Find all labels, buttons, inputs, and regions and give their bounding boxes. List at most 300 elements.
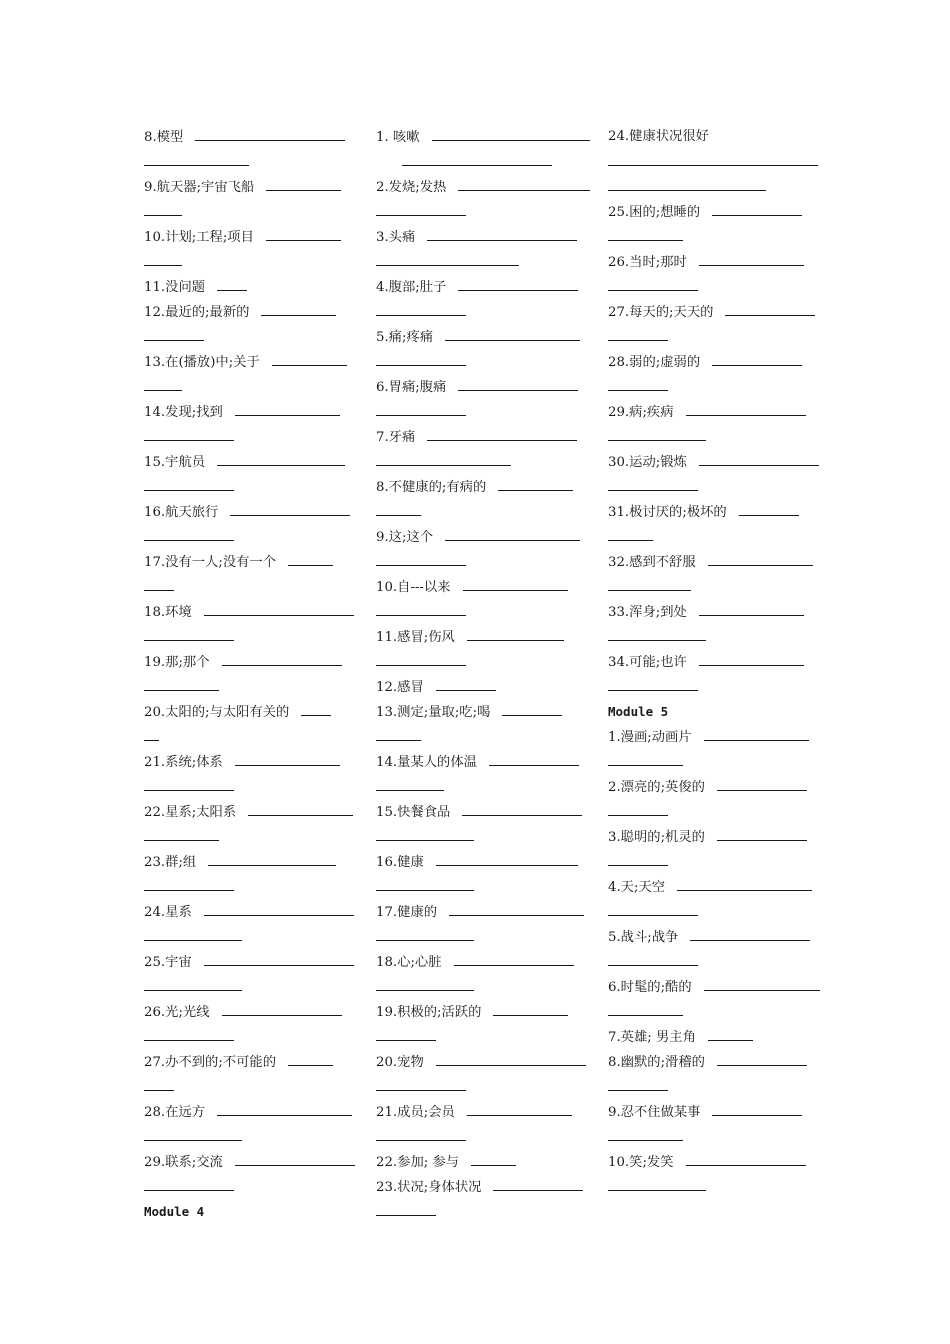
vocab-line	[608, 374, 820, 399]
vocab-line	[144, 849, 358, 874]
answer-blank[interactable]	[608, 474, 698, 491]
answer-blank[interactable]	[608, 799, 668, 816]
vocab-term: 14.量某人的体温	[376, 755, 477, 770]
answer-blank[interactable]	[608, 149, 818, 166]
answer-blank[interactable]	[489, 749, 579, 766]
answer-blank[interactable]	[462, 799, 582, 816]
answer-blank[interactable]	[608, 1124, 683, 1141]
answer-blank[interactable]	[144, 924, 242, 941]
vocab-line	[608, 1124, 820, 1149]
vocab-term: 12.最近的;最新的	[144, 305, 250, 320]
answer-blank[interactable]	[301, 699, 331, 716]
vocab-line	[144, 974, 358, 999]
answer-blank[interactable]	[144, 724, 159, 741]
answer-blank[interactable]	[217, 449, 345, 466]
vocab-term: 5.痛;疼痛	[376, 330, 434, 345]
vocab-line	[376, 749, 590, 774]
vocab-line	[144, 399, 358, 424]
vocab-term: 23.状况;身体状况	[376, 1180, 482, 1195]
vocab-line	[144, 1074, 358, 1099]
vocab-term: 21.系统;体系	[144, 755, 223, 770]
vocab-line	[608, 574, 820, 599]
answer-blank[interactable]	[498, 474, 573, 491]
vocab-line	[608, 1024, 820, 1049]
answer-blank[interactable]	[376, 1124, 466, 1141]
answer-blank[interactable]	[699, 649, 804, 666]
vocab-term: 18.心;心脏	[376, 955, 442, 970]
answer-blank[interactable]	[704, 724, 809, 741]
vocab-term: 29.联系;交流	[144, 1155, 223, 1170]
answer-blank[interactable]	[144, 249, 182, 266]
answer-blank[interactable]	[204, 899, 354, 916]
answer-blank[interactable]	[445, 324, 580, 341]
vocab-line	[144, 474, 358, 499]
vocab-line	[144, 199, 358, 224]
answer-blank[interactable]	[208, 849, 336, 866]
answer-blank[interactable]	[376, 1024, 436, 1041]
module-title: Module 4	[144, 1204, 205, 1219]
vocab-line	[144, 324, 358, 349]
answer-blank[interactable]	[144, 149, 249, 166]
vocab-term: 9.这;这个	[376, 530, 434, 545]
answer-blank[interactable]	[144, 574, 174, 591]
answer-blank[interactable]	[704, 974, 820, 991]
vocab-line	[376, 524, 590, 549]
vocab-line	[376, 799, 590, 824]
module-title: Module 5	[608, 704, 669, 719]
vocab-term: 26.光;光线	[144, 1005, 210, 1020]
answer-blank[interactable]	[608, 749, 683, 766]
answer-blank[interactable]	[144, 199, 182, 216]
vocab-line	[608, 299, 820, 324]
answer-blank[interactable]	[712, 199, 802, 216]
vocab-term: 19.那;那个	[144, 655, 210, 670]
vocab-line	[144, 274, 358, 299]
answer-blank[interactable]	[144, 1124, 242, 1141]
vocab-line	[376, 324, 590, 349]
vocab-line	[376, 149, 590, 174]
vocab-line	[144, 874, 358, 899]
answer-blank[interactable]	[376, 499, 421, 516]
answer-blank[interactable]	[712, 1099, 802, 1116]
vocab-line	[144, 149, 358, 174]
answer-blank[interactable]	[376, 724, 421, 741]
answer-blank[interactable]	[458, 374, 578, 391]
vocab-term: 20.宠物	[376, 1055, 424, 1070]
vocab-term: 33.浑身;到处	[608, 605, 687, 620]
vocab-term: 4.天;天空	[608, 880, 666, 895]
answer-blank[interactable]	[376, 824, 474, 841]
answer-blank[interactable]	[493, 999, 568, 1016]
vocab-term: 3.头痛	[376, 230, 416, 245]
answer-blank[interactable]	[376, 449, 511, 466]
vocab-line	[608, 799, 820, 824]
vocab-line	[144, 699, 358, 724]
answer-blank[interactable]	[376, 1074, 466, 1091]
answer-blank[interactable]	[608, 324, 668, 341]
vocab-term: 22.参加; 参与	[376, 1155, 460, 1170]
answer-blank[interactable]	[445, 524, 580, 541]
vocab-line	[376, 174, 590, 199]
answer-blank[interactable]	[272, 349, 347, 366]
vocab-term: 6.胃痛;腹痛	[376, 380, 447, 395]
answer-blank[interactable]	[217, 274, 247, 291]
answer-blank[interactable]	[376, 1199, 436, 1216]
answer-blank[interactable]	[376, 974, 474, 991]
answer-blank[interactable]	[248, 799, 353, 816]
answer-blank[interactable]	[717, 1049, 807, 1066]
answer-blank[interactable]	[471, 1149, 516, 1166]
vocab-term: 17.健康的	[376, 905, 438, 920]
answer-blank[interactable]	[376, 599, 466, 616]
vocab-line	[608, 674, 820, 699]
vocab-term: 10.计划;工程;项目	[144, 230, 254, 245]
vocab-term: 17.没有一人;没有一个	[144, 555, 277, 570]
vocab-line	[144, 599, 358, 624]
answer-blank[interactable]	[699, 249, 804, 266]
vocab-term: 26.当时;那时	[608, 255, 687, 270]
answer-blank[interactable]	[708, 549, 813, 566]
vocab-term: 21.成员;会员	[376, 1105, 455, 1120]
vocab-term: 24.星系	[144, 905, 192, 920]
answer-blank[interactable]	[502, 699, 562, 716]
answer-blank[interactable]	[708, 1024, 753, 1041]
vocab-line	[144, 1174, 358, 1199]
vocab-line	[376, 274, 590, 299]
answer-blank[interactable]	[230, 499, 350, 516]
vocab-line	[144, 949, 358, 974]
vocab-term: 4.腹部;肚子	[376, 280, 447, 295]
answer-blank[interactable]	[144, 424, 234, 441]
answer-blank[interactable]	[467, 624, 565, 641]
vocab-term: 15.快餐食品	[376, 805, 451, 820]
vocab-line	[144, 824, 358, 849]
answer-blank[interactable]	[144, 324, 204, 341]
answer-blank[interactable]	[266, 174, 341, 191]
vocab-term: 23.群;组	[144, 855, 197, 870]
answer-blank[interactable]	[235, 399, 340, 416]
answer-blank[interactable]	[376, 199, 466, 216]
vocab-line	[144, 624, 358, 649]
answer-blank[interactable]	[677, 874, 812, 891]
answer-blank[interactable]	[463, 574, 568, 591]
vocab-line	[376, 1024, 590, 1049]
vocab-line	[144, 1124, 358, 1149]
answer-blank[interactable]	[235, 1149, 355, 1166]
vocab-term: 9.航天器;宇宙飞船	[144, 180, 255, 195]
vocab-line	[144, 799, 358, 824]
vocab-line	[144, 649, 358, 674]
vocab-line	[376, 974, 590, 999]
answer-blank[interactable]	[454, 949, 574, 966]
vocab-line	[608, 1174, 820, 1199]
vocab-term: 22.星系;太阳系	[144, 805, 237, 820]
vocab-term: 24.健康状况很好	[608, 129, 709, 144]
vocab-term: 29.病;疾病	[608, 405, 674, 420]
vocab-term: 13.在(播放)中;关于	[144, 355, 260, 370]
answer-blank[interactable]	[436, 849, 579, 866]
vocab-line	[376, 1124, 590, 1149]
vocab-line	[608, 849, 820, 874]
vocab-term: 8.幽默的;滑稽的	[608, 1055, 705, 1070]
vocab-line	[376, 449, 590, 474]
answer-blank[interactable]	[717, 824, 807, 841]
vocab-line	[144, 999, 358, 1024]
vocab-line	[376, 1174, 590, 1199]
vocab-line	[144, 224, 358, 249]
answer-blank[interactable]	[288, 549, 333, 566]
vocab-line	[608, 499, 820, 524]
vocab-term: 14.发现;找到	[144, 405, 223, 420]
answer-blank[interactable]	[608, 674, 698, 691]
vocab-term: 28.在远方	[144, 1105, 206, 1120]
vocab-line	[608, 324, 820, 349]
vocab-term: 10.笑;发笑	[608, 1155, 674, 1170]
vocab-line	[144, 774, 358, 799]
vocab-line	[144, 899, 358, 924]
vocab-line	[376, 949, 590, 974]
vocab-term: 5.战斗;战争	[608, 930, 679, 945]
vocab-line	[608, 924, 820, 949]
answer-blank[interactable]	[376, 774, 444, 791]
vocab-line	[608, 874, 820, 899]
vocab-line	[376, 574, 590, 599]
vocab-term: 7.牙痛	[376, 430, 416, 445]
vocab-line	[376, 499, 590, 524]
vocab-line	[608, 474, 820, 499]
vocab-term: 11.感冒;伤风	[376, 630, 455, 645]
vocab-line	[376, 224, 590, 249]
answer-blank[interactable]	[712, 349, 802, 366]
vocab-term: 20.太阳的;与太阳有关的	[144, 705, 290, 720]
answer-blank[interactable]	[144, 774, 234, 791]
answer-blank[interactable]	[608, 949, 698, 966]
vocab-line	[376, 1099, 590, 1124]
vocab-line	[376, 599, 590, 624]
vocab-line	[144, 124, 358, 149]
answer-blank[interactable]	[261, 299, 336, 316]
answer-blank[interactable]	[376, 874, 474, 891]
answer-blank[interactable]	[699, 449, 819, 466]
answer-blank[interactable]	[376, 249, 519, 266]
vocab-line	[608, 999, 820, 1024]
vocab-line	[376, 424, 590, 449]
vocab-term: 11.没问题	[144, 280, 206, 295]
vocab-line	[144, 724, 358, 749]
column-right	[608, 124, 820, 1199]
answer-blank[interactable]	[144, 1074, 174, 1091]
vocab-line	[376, 874, 590, 899]
answer-blank[interactable]	[144, 674, 219, 691]
vocab-term: 27.每天的;天天的	[608, 305, 714, 320]
vocab-line	[376, 999, 590, 1024]
answer-blank[interactable]	[608, 1174, 706, 1191]
answer-blank[interactable]	[608, 224, 683, 241]
answer-blank[interactable]	[686, 399, 806, 416]
answer-blank[interactable]	[608, 424, 706, 441]
vocab-line	[608, 824, 820, 849]
answer-blank[interactable]	[608, 274, 698, 291]
answer-blank[interactable]	[376, 299, 466, 316]
vocab-line	[144, 574, 358, 599]
vocab-line	[608, 624, 820, 649]
vocab-line	[376, 899, 590, 924]
answer-blank[interactable]	[608, 524, 653, 541]
vocab-line	[376, 824, 590, 849]
answer-blank[interactable]	[144, 524, 234, 541]
answer-blank[interactable]	[376, 549, 466, 566]
vocab-term: 2.漂亮的;英俊的	[608, 780, 705, 795]
vocab-line	[144, 1024, 358, 1049]
module-heading	[144, 1199, 358, 1224]
answer-blank[interactable]	[739, 499, 799, 516]
vocab-line	[376, 849, 590, 874]
vocab-term: 30.运动;锻炼	[608, 455, 687, 470]
answer-blank[interactable]	[427, 224, 577, 241]
answer-blank[interactable]	[144, 1174, 234, 1191]
vocab-term: 34.可能;也许	[608, 655, 687, 670]
vocab-line	[608, 149, 820, 174]
vocab-term: 1.漫画;动画片	[608, 730, 692, 745]
vocab-line	[144, 1099, 358, 1124]
answer-blank[interactable]	[266, 224, 341, 241]
vocab-line	[608, 199, 820, 224]
answer-blank[interactable]	[144, 874, 234, 891]
answer-blank[interactable]	[686, 1149, 806, 1166]
vocab-line	[608, 899, 820, 924]
vocab-line	[376, 724, 590, 749]
vocab-term: 3.聪明的;机灵的	[608, 830, 705, 845]
vocab-term: 27.办不到的;不可能的	[144, 1055, 277, 1070]
vocab-line	[144, 174, 358, 199]
vocab-line	[144, 549, 358, 574]
answer-blank[interactable]	[699, 599, 804, 616]
vocab-line	[376, 199, 590, 224]
answer-blank[interactable]	[458, 174, 590, 191]
answer-blank[interactable]	[608, 174, 766, 191]
answer-blank[interactable]	[144, 1024, 234, 1041]
vocab-line	[144, 674, 358, 699]
vocab-line	[376, 549, 590, 574]
answer-blank[interactable]	[608, 624, 706, 641]
answer-blank[interactable]	[222, 649, 342, 666]
answer-blank[interactable]	[195, 124, 345, 141]
answer-blank[interactable]	[144, 624, 234, 641]
vocab-line	[376, 624, 590, 649]
column-left	[144, 124, 358, 1224]
answer-blank[interactable]	[427, 424, 577, 441]
vocab-line	[608, 749, 820, 774]
answer-blank[interactable]	[717, 774, 807, 791]
answer-blank[interactable]	[144, 974, 242, 991]
vocab-term: 9.忍不住做某事	[608, 1105, 701, 1120]
answer-blank[interactable]	[217, 1099, 352, 1116]
answer-blank[interactable]	[144, 824, 219, 841]
vocab-line	[608, 549, 820, 574]
vocab-line	[608, 724, 820, 749]
vocab-line	[608, 174, 820, 199]
vocab-term: 13.测定;量取;吃;喝	[376, 705, 491, 720]
answer-blank[interactable]	[235, 749, 340, 766]
vocab-line	[376, 1149, 590, 1174]
answer-blank[interactable]	[144, 374, 182, 391]
answer-blank[interactable]	[376, 399, 466, 416]
vocab-line	[376, 699, 590, 724]
vocab-line	[376, 399, 590, 424]
vocab-line	[608, 649, 820, 674]
vocab-line	[144, 499, 358, 524]
vocab-line	[376, 349, 590, 374]
answer-blank[interactable]	[608, 999, 683, 1016]
vocab-line	[144, 249, 358, 274]
answer-blank[interactable]	[608, 574, 691, 591]
answer-blank[interactable]	[608, 899, 698, 916]
module-heading	[608, 699, 820, 724]
answer-blank[interactable]	[204, 599, 354, 616]
vocab-line	[144, 299, 358, 324]
answer-blank[interactable]	[432, 124, 590, 141]
vocab-line	[608, 1149, 820, 1174]
vocab-line	[376, 474, 590, 499]
answer-blank[interactable]	[204, 949, 354, 966]
column-middle	[376, 124, 590, 1224]
answer-blank[interactable]	[690, 924, 810, 941]
vocab-term: 2.发烧;发热	[376, 180, 447, 195]
vocab-line	[608, 524, 820, 549]
vocab-line	[144, 749, 358, 774]
answer-blank[interactable]	[458, 274, 578, 291]
answer-blank[interactable]	[725, 299, 815, 316]
vocab-term: 32.感到不舒服	[608, 555, 696, 570]
vocab-line	[144, 374, 358, 399]
vocab-term: 25.困的;想睡的	[608, 205, 701, 220]
answer-blank[interactable]	[467, 1099, 572, 1116]
answer-blank[interactable]	[436, 1049, 586, 1066]
answer-blank[interactable]	[288, 1049, 333, 1066]
answer-blank[interactable]	[493, 1174, 583, 1191]
vocab-line	[376, 1049, 590, 1074]
vocab-line	[608, 124, 820, 149]
answer-blank[interactable]	[608, 1074, 668, 1091]
answer-blank[interactable]	[449, 899, 584, 916]
vocab-line	[376, 1199, 590, 1224]
answer-blank[interactable]	[376, 349, 466, 366]
vocab-term: 28.弱的;虚弱的	[608, 355, 701, 370]
answer-blank[interactable]	[402, 149, 552, 166]
vocab-line	[144, 924, 358, 949]
vocab-line	[376, 774, 590, 799]
answer-blank[interactable]	[144, 474, 234, 491]
vocab-line	[608, 1099, 820, 1124]
answer-blank[interactable]	[608, 374, 668, 391]
vocab-line	[376, 299, 590, 324]
answer-blank[interactable]	[376, 924, 474, 941]
vocab-term: 15.宇航员	[144, 455, 206, 470]
vocab-line	[608, 349, 820, 374]
answer-blank[interactable]	[608, 849, 668, 866]
answer-blank[interactable]	[436, 674, 496, 691]
vocab-term: 18.环境	[144, 605, 192, 620]
vocab-line	[608, 399, 820, 424]
vocab-term: 25.宇宙	[144, 955, 192, 970]
answer-blank[interactable]	[376, 649, 466, 666]
vocab-line	[144, 424, 358, 449]
answer-blank[interactable]	[222, 999, 342, 1016]
vocab-term: 6.时髦的;酷的	[608, 980, 692, 995]
vocab-line	[376, 924, 590, 949]
vocab-line	[608, 249, 820, 274]
vocab-line	[144, 524, 358, 549]
